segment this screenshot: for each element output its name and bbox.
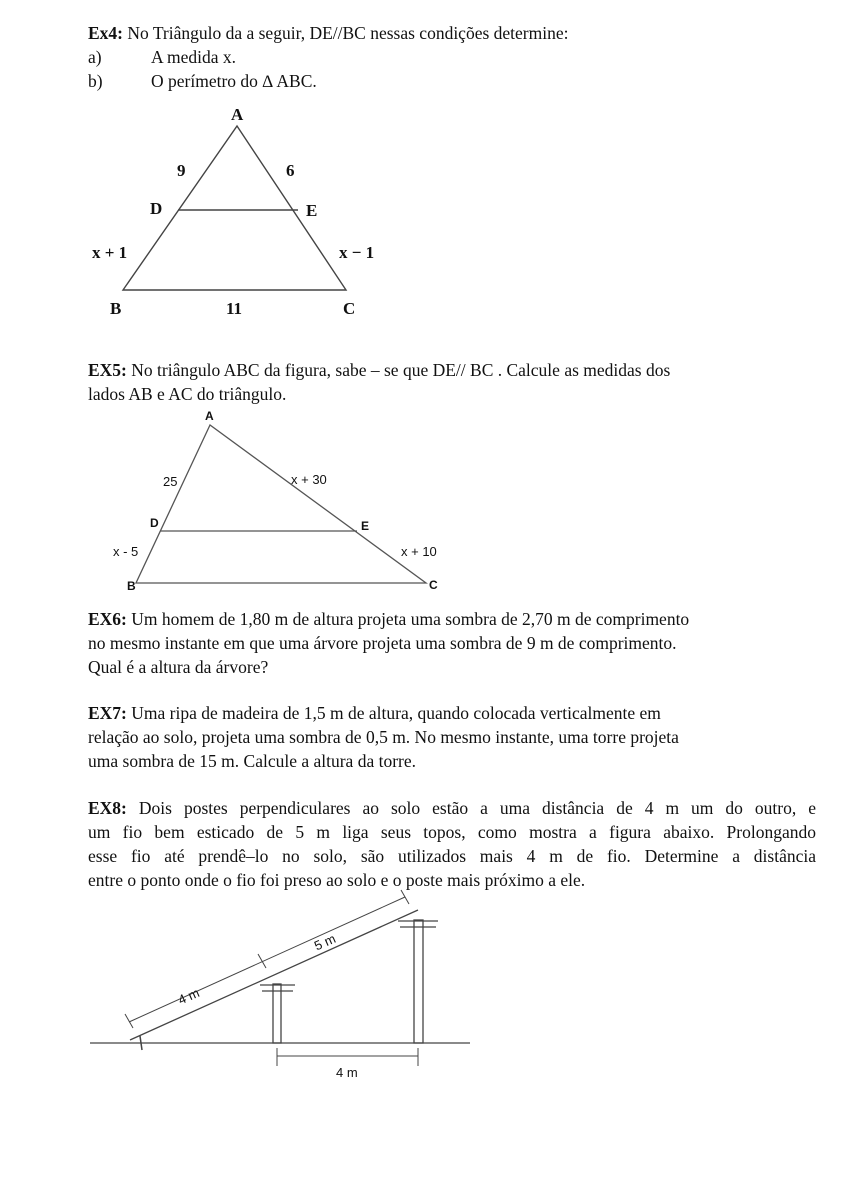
ex4-label-e: E — [306, 201, 318, 220]
ex4-label-bc: 11 — [226, 299, 243, 318]
ex5-label-e: E — [361, 519, 370, 533]
ex5-line-1-text: No triângulo ABC da figura, sabe – se que DE// BC . Calcule as medidas dos — [126, 360, 671, 380]
ex8-short-pole — [273, 984, 281, 1043]
ex8-poles-figure — [90, 890, 470, 1066]
ex5-triangle-abc — [136, 425, 426, 583]
ex6-line-3: Qual é a altura da árvore? — [88, 657, 269, 677]
ex7-line-1-text: Uma ripa de madeira de 1,5 m de altura, quando colocada verticalmente em — [126, 703, 661, 723]
ex6-label: EX6: — [88, 609, 127, 629]
ex4-item-b-text: O perímetro do ∆ ABC. — [151, 71, 317, 91]
ex7-line-3: uma sombra de 15 m. Calcule a altura da torre. — [88, 751, 417, 771]
ex8-line-3: esse fio até prendê–lo no solo, são utilizados mais 4 m de fio. Determine a distância — [88, 846, 816, 866]
ex4-label-ec: x − 1 — [339, 243, 375, 262]
ex4-triangle-figure — [92, 105, 374, 318]
ex8-line-1 — [88, 796, 816, 820]
ex4-label-c: C — [343, 299, 356, 318]
ex8-tall-pole — [414, 920, 423, 1043]
ex4-statement-text: No Triângulo da a seguir, DE//BC nessas condições determine: — [123, 23, 569, 43]
ex5-label-ae: x + 30 — [291, 472, 327, 487]
ex7-line-2: relação ao solo, projeta uma sombra de 0,5 m. No mesmo instante, uma torre projeta — [88, 727, 679, 747]
ex4-label-ad: 9 — [177, 161, 186, 180]
ex5-label-ad: 25 — [163, 474, 178, 489]
ex4-label-d: D — [150, 199, 163, 218]
ex5-label-db: x - 5 — [113, 544, 139, 559]
ex4-item-a-text: A medida x. — [151, 47, 237, 67]
ex5-label-b: B — [127, 579, 136, 593]
ex8-line-1-text: Dois postes perpendiculares ao solo estão a uma distância de 4 m um do outro, e — [126, 798, 816, 818]
ex8-paragraph — [88, 796, 816, 892]
ex5-label-d: D — [150, 516, 159, 530]
ex5-label-c: C — [429, 578, 438, 592]
ex5-label: EX5: — [88, 360, 127, 380]
ex4-label-b: B — [110, 299, 122, 318]
ex7-label: EX7: — [88, 703, 127, 723]
ex4-label-ae: 6 — [286, 161, 295, 180]
ex8-label-ground-distance: 4 m — [336, 1065, 358, 1080]
ex8-wire-tick-3 — [401, 890, 409, 904]
ex4-label-db: x + 1 — [92, 243, 128, 262]
ex6-line-1 — [88, 608, 689, 630]
ex8-line-2: um fio bem esticado de 5 m liga seus topos, como mostra a figura abaixo. Prolongando — [88, 822, 816, 842]
ex4-item-b-letter: b) — [88, 71, 103, 91]
ex8-line-4: entre o ponto onde o fio foi preso ao solo e o poste mais próximo a ele. — [88, 870, 586, 890]
ex8-label-wire-top: 5 m — [311, 930, 338, 954]
ex4-label-a: A — [231, 105, 244, 124]
ex4-label: Ex4: — [88, 23, 123, 43]
ex5-label-a: A — [205, 409, 214, 423]
ex5-line-2: lados AB e AC do triângulo. — [88, 384, 287, 404]
ex5-label-ec: x + 10 — [401, 544, 437, 559]
ex4-item-a-letter: a) — [88, 47, 102, 67]
ex8-wire — [130, 910, 418, 1040]
ex5-triangle-figure — [113, 409, 438, 593]
ex8-label: EX8: — [88, 798, 127, 818]
ex6-line-1-text: Um homem de 1,80 m de altura projeta uma sombra de 2,70 m de comprimento — [126, 609, 690, 629]
ex7-line-1 — [88, 702, 661, 724]
ex8-label-wire-bottom: 4 m — [175, 984, 202, 1008]
ex8-anchor-mark — [140, 1036, 142, 1050]
ex8-wire-parallel-ticks — [129, 897, 405, 1022]
ex5-line-1 — [88, 359, 670, 381]
ex6-line-2: no mesmo instante em que uma árvore projeta uma sombra de 9 m de comprimento. — [88, 633, 677, 653]
